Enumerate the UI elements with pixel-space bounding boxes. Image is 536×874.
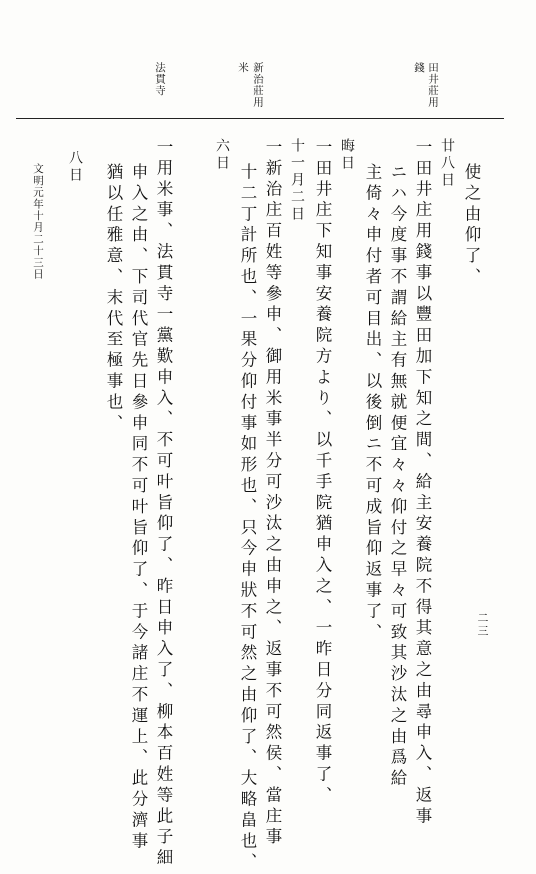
body-line: 一用米事、法貫寺一黨歎申入、不可叶旨仰了、昨日申入了、柳本百姓等此子細	[154, 138, 173, 870]
header-entry-2-line-1: 新治莊用	[252, 62, 264, 108]
body-line: 使之由仰了、	[462, 163, 481, 289]
margin-date: 文明元年十月二十三日	[32, 163, 44, 280]
header-entry-2-line-2: 米	[237, 62, 249, 74]
body-date: 晦日	[339, 138, 355, 172]
body-line: ニハ今度事不謂給主有無就便宜々々仰付之早々可致其沙汰之由爲給	[388, 163, 407, 790]
header-entry-1-line-1: 田井莊用	[427, 62, 439, 108]
body-date: 廿八日	[439, 138, 455, 189]
body-line: 一田井庄下知事安養院方より、以千手院猶申入之、一昨日分同返事了、	[313, 138, 332, 807]
body-date: 八日	[67, 150, 83, 184]
body-line: 十二丁計所也、一果分仰付事如形也、只今申狀不可然之由仰了、大略畠也、	[238, 163, 257, 874]
body-line: 一田井庄用錢事以豐田加下知之間、給主安養院不得其意之由尋申入、返事	[413, 138, 432, 828]
body-date: 十一月二日	[289, 138, 305, 223]
page-number: 二三	[476, 612, 489, 638]
header-entry-3: 法貫寺	[154, 62, 166, 97]
body-line: 申入之由、下司代官先日參申同不可叶旨仰了、于今諸庄不運上、此分濟事	[129, 163, 148, 853]
body-line: 主倚々申付者可目出、以後倒ニ不可成旨仰返事了、	[363, 163, 382, 644]
header-divider	[16, 118, 504, 119]
header-entry-1-line-2: 錢	[413, 62, 425, 74]
body-line: 猶以任雅意、末代至極事也、	[104, 163, 123, 435]
body-date: 六日	[214, 138, 230, 172]
body-line: 一新治庄百姓等參申、御用米事半分可沙汰之由申之、返事不可然侯、當庄事	[263, 138, 282, 849]
